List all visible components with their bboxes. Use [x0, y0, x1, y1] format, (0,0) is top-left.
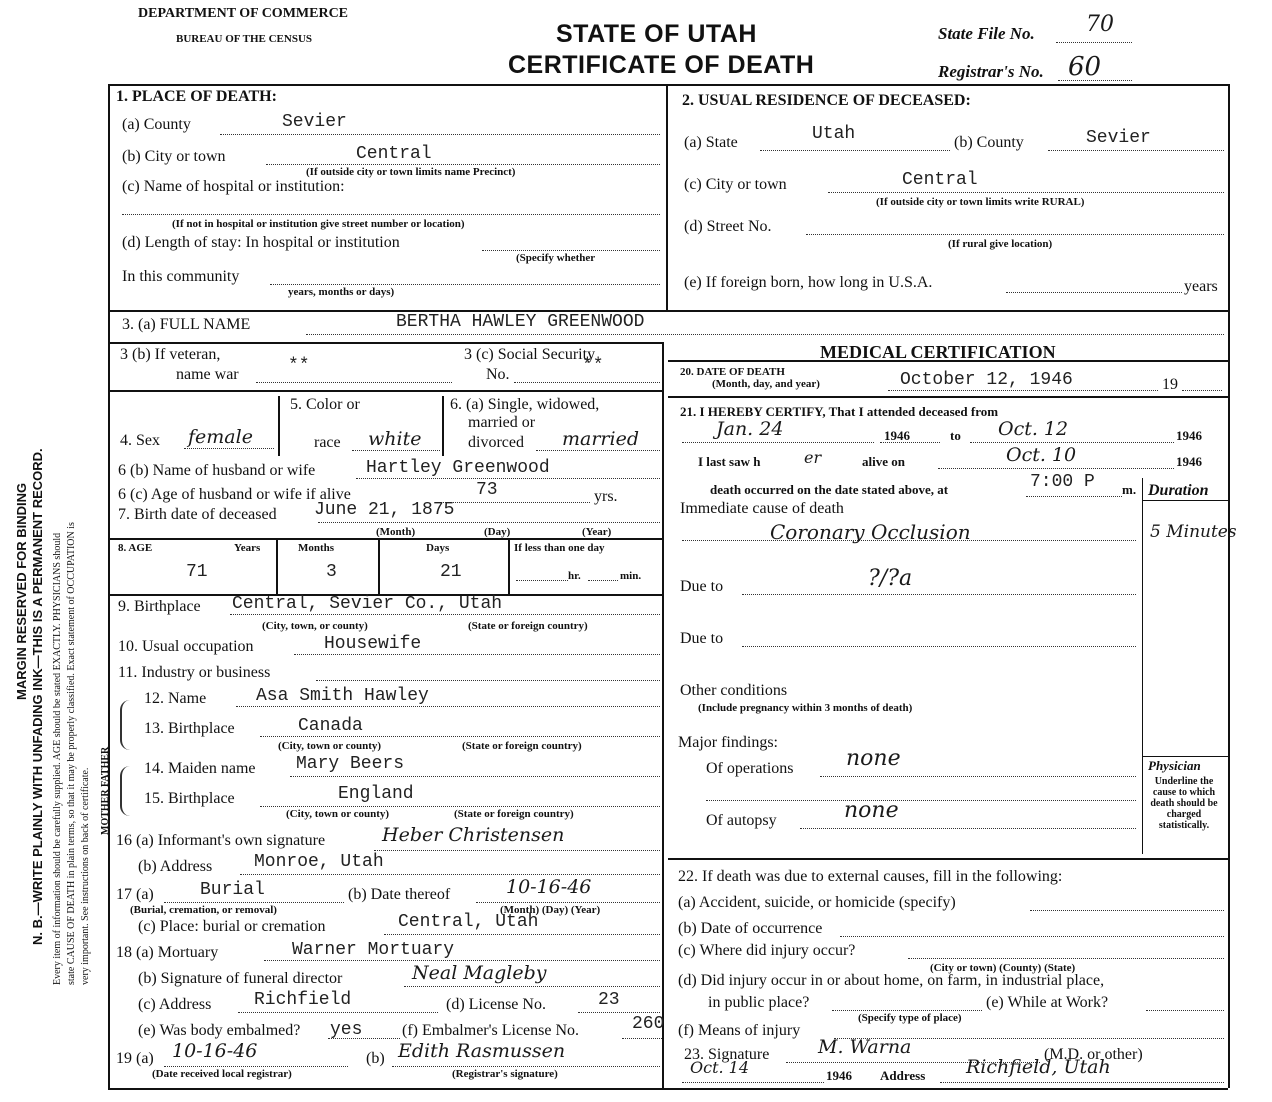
burial-place-value: Central, Utah [398, 912, 539, 932]
dod-19-suffix: 19 [1162, 376, 1178, 393]
immediate-cause-value: Coronary Occlusion [770, 520, 971, 544]
title-state: STATE OF UTAH [556, 20, 757, 48]
mortuary-label: 18 (a) Mortuary [116, 944, 219, 961]
autopsy-label: Of autopsy [706, 812, 777, 829]
dod-value: October 12, 1946 [900, 370, 1073, 390]
age-days-value: 21 [440, 562, 462, 582]
registrar-no-label: Registrar's No. [938, 62, 1044, 81]
age-months-value: 3 [326, 562, 337, 582]
last-saw-label: I last saw h [698, 454, 761, 469]
external-c-note: (City or town) (County) (State) [930, 962, 1076, 974]
physician-box-text: Underline the cause to which death should be charged statistically. [1150, 776, 1218, 831]
operations-value: none [846, 746, 901, 771]
birthplace-city-note: (City, town, or county) [262, 620, 368, 632]
received-label: 19 (a) [116, 1050, 154, 1067]
hospital-note: (If not in hospital or institution give street number or location) [172, 218, 465, 230]
res-city-note: (If outside city or town limits write RURAL) [876, 196, 1085, 208]
industry-label: 11. Industry or business [118, 664, 271, 681]
father-birthplace-label: 13. Birthplace [144, 720, 235, 737]
autopsy-value: none [844, 798, 899, 823]
burial-date-label: (b) Date thereof [348, 886, 451, 903]
department-label: DEPARTMENT OF COMMERCE [138, 6, 349, 21]
father-name-value: Asa Smith Hawley [256, 686, 429, 706]
m-label: m. [1122, 482, 1137, 497]
external-d-label: (d) Did injury occur in or about home, on farm, in industrial place, [678, 972, 1105, 989]
informant-address-value: Monroe, Utah [254, 852, 384, 872]
res-street-note: (If rural give location) [948, 238, 1053, 250]
veteran-war-label: name war [176, 366, 239, 383]
birthplace-state-note: (State or foreign country) [468, 620, 588, 632]
certify-label: 21. I HEREBY CERTIFY, That I attended deceased from [680, 404, 999, 419]
birthplace-label: 9. Birthplace [118, 598, 201, 615]
state-file-label: State File No. [938, 24, 1035, 43]
marital-value: married [562, 428, 639, 450]
received-note: (Date received local registrar) [152, 1068, 292, 1080]
license-value: 23 [598, 990, 620, 1010]
margin-ink-note: N. B.—WRITE PLAINLY WITH UNFADING INK—THIS IS A PERMANENT RECORD. [30, 448, 45, 945]
death-city-value: Central [356, 144, 432, 164]
ssn-no-label: No. [486, 366, 510, 383]
days-label: Days [426, 542, 450, 554]
death-time-value: 7:00 P [1030, 472, 1095, 492]
stay-label: (d) Length of stay: In hospital or institution [122, 234, 400, 251]
embalmed-label: (e) Was body embalmed? [138, 1022, 301, 1039]
spouse-age-label: 6 (c) Age of husband or wife if alive [118, 486, 351, 503]
community-label: In this community [122, 268, 240, 285]
marital-label-3: divorced [468, 434, 524, 451]
director-signature: Neal Magleby [412, 962, 547, 984]
md-label: (M.D. or other) [1044, 1046, 1143, 1063]
duration-label: Duration [1148, 482, 1209, 499]
father-city-note: (City, town or county) [278, 740, 382, 752]
other-conditions-note: (Include pregnancy within 3 months of death) [698, 702, 913, 714]
registrar-note: (Registrar's signature) [452, 1068, 558, 1080]
external-heading: 22. If death was due to external causes, fill in the following: [678, 868, 1063, 885]
veteran-value: ** [288, 356, 310, 376]
other-conditions-label: Other conditions [680, 682, 788, 699]
last-saw-value: er [804, 448, 822, 467]
physician-box-title: Physician [1148, 758, 1201, 773]
physician-sig-label: 23. Signature [684, 1046, 770, 1063]
months-label: Months [298, 542, 335, 554]
due-to-1-value: ?/?a [868, 566, 913, 591]
external-a-label: (a) Accident, suicide, or homicide (specify) [678, 894, 956, 911]
death-time-label: death occurred on the date stated above, at [710, 482, 949, 497]
age-label: 8. AGE [118, 542, 153, 554]
res-city-label: (c) City or town [684, 176, 787, 193]
dod-label-1: 20. DATE OF DEATH [680, 366, 785, 378]
mother-maiden-value: Mary Beers [296, 754, 405, 774]
sex-label: 4. Sex [120, 432, 160, 449]
birth-year-note: (Year) [582, 526, 612, 538]
birth-date-label: 7. Birth date of deceased [118, 506, 277, 523]
burial-type-note: (Burial, cremation, or removal) [130, 904, 277, 916]
place-of-death-heading: 1. PLACE OF DEATH: [116, 88, 277, 105]
veteran-label: 3 (b) If veteran, [120, 346, 221, 363]
res-state-value: Utah [812, 124, 856, 144]
father-birthplace-value: Canada [298, 716, 363, 736]
attended-to-value: Oct. 12 [998, 418, 1069, 440]
margin-binding-note: MARGIN RESERVED FOR BINDING [14, 482, 29, 700]
mother-father-label: MOTHER FATHER [100, 746, 111, 835]
director-label: (b) Signature of funeral director [138, 970, 343, 987]
res-state-label: (a) State [684, 134, 738, 151]
physician-address-value: Richfield, Utah [966, 1056, 1111, 1078]
marital-label-2: married or [468, 414, 536, 431]
duration-value: 5 Minutes [1150, 522, 1237, 542]
external-f-label: (f) Means of injury [678, 1022, 801, 1039]
occupation-label: 10. Usual occupation [118, 638, 254, 655]
full-name-value: BERTHA HAWLEY GREENWOOD [396, 312, 645, 332]
due-to-1-label: Due to [680, 578, 724, 595]
title-certificate: CERTIFICATE OF DEATH [508, 51, 815, 79]
embalmed-value: yes [330, 1020, 363, 1040]
external-e-label: (e) While at Work? [986, 994, 1109, 1011]
attended-from-year: 1946 [884, 428, 910, 443]
ssn-label: 3 (c) Social Security [464, 346, 596, 363]
foreign-years-unit: years [1184, 278, 1218, 295]
burial-type-value: Burial [200, 880, 265, 900]
mortuary-value: Warner Mortuary [292, 940, 455, 960]
full-name-label: 3. (a) FULL NAME [122, 316, 251, 333]
external-d-note: (Specify type of place) [858, 1012, 962, 1024]
death-county-value: Sevier [282, 112, 347, 132]
margin-instruction-2: state CAUSE OF DEATH in plain terms, so that it may be properly classified. Exact statement of OCCUPATION is [66, 522, 77, 985]
margin-instruction-3: very important. See instructions on back of certificate. [80, 767, 91, 985]
age-years-value: 71 [186, 562, 208, 582]
burial-place-label: (c) Place: burial or cremation [138, 918, 326, 935]
alive-on-value: Oct. 10 [1006, 444, 1077, 466]
death-city-label: (b) City or town [122, 148, 226, 165]
mother-state-note: (State or foreign country) [454, 808, 574, 820]
embalmer-label: (f) Embalmer's License No. [402, 1022, 580, 1039]
res-street-label: (d) Street No. [684, 218, 772, 235]
less-day-label: If less than one day [514, 542, 605, 554]
community-note: years, months or days) [288, 286, 395, 298]
occupation-value: Housewife [324, 634, 422, 654]
medical-heading: MEDICAL CERTIFICATION [820, 342, 1056, 362]
mother-maiden-label: 14. Maiden name [144, 760, 256, 777]
res-county-label: (b) County [954, 134, 1024, 151]
embalmer-value: 260 [632, 1014, 665, 1034]
alive-on-label: alive on [862, 454, 905, 469]
external-b-label: (b) Date of occurrence [678, 920, 823, 937]
birthplace-value: Central, Sevier Co., Utah [232, 594, 503, 614]
race-value: white [368, 428, 422, 450]
min-label: min. [620, 570, 642, 582]
res-county-value: Sevier [1086, 128, 1151, 148]
birth-day-note: (Day) [484, 526, 511, 538]
death-city-note: (If outside city or town limits name Precinct) [306, 166, 516, 178]
received-date-value: 10-16-46 [172, 1040, 258, 1062]
hr-label: hr. [568, 570, 581, 582]
spouse-age-value: 73 [476, 480, 498, 500]
death-county-label: (a) County [122, 116, 191, 133]
license-label: (d) License No. [446, 996, 546, 1013]
hospital-label: (c) Name of hospital or institution: [122, 178, 345, 195]
registrar-no-value: 60 [1068, 52, 1102, 82]
registrar-signature: Edith Rasmussen [398, 1040, 566, 1062]
race-label: race [314, 434, 341, 451]
years-label: Years [234, 542, 261, 554]
stay-note: (Specify whether [516, 252, 596, 264]
physician-sig-date: Oct. 14 [690, 1058, 750, 1077]
major-findings-label: Major findings: [678, 734, 778, 751]
external-c-label: (c) Where did injury occur? [678, 942, 856, 959]
dod-label-2: (Month, day, and year) [712, 378, 820, 390]
marital-label-1: 6. (a) Single, widowed, [450, 396, 600, 413]
ssn-value: ** [582, 356, 604, 376]
birth-month-note: (Month) [376, 526, 416, 538]
res-city-value: Central [902, 170, 978, 190]
external-d-label-2: in public place? [708, 994, 810, 1011]
spouse-label: 6 (b) Name of husband or wife [118, 462, 316, 479]
physician-address-label: Address [880, 1068, 926, 1083]
state-file-value: 70 [1086, 12, 1114, 37]
mother-birthplace-value: England [338, 784, 414, 804]
informant-sig-label: 16 (a) Informant's own signature [116, 832, 326, 849]
color-label: 5. Color or [290, 396, 360, 413]
due-to-2-label: Due to [680, 630, 724, 647]
mother-city-note: (City, town or county) [286, 808, 390, 820]
bureau-label: BUREAU OF THE CENSUS [176, 33, 313, 45]
registrar-sig-label: (b) [366, 1050, 385, 1067]
operations-label: Of operations [706, 760, 794, 777]
spouse-age-unit: yrs. [594, 488, 618, 505]
informant-signature: Heber Christensen [382, 824, 565, 846]
mortuary-address-value: Richfield [254, 990, 352, 1010]
residence-heading: 2. USUAL RESIDENCE OF DECEASED: [682, 92, 971, 109]
foreign-born-label: (e) If foreign born, how long in U.S.A. [684, 274, 933, 291]
margin-instruction-1: Every item of information should be carefully supplied. AGE should be stated EXACTLY. PHYSICIANS should [52, 532, 63, 985]
burial-date-value: 10-16-46 [506, 876, 592, 898]
to-label: to [950, 428, 961, 443]
physician-signature: M. Warna [818, 1036, 912, 1058]
attended-to-year: 1946 [1176, 428, 1202, 443]
physician-sig-year: 1946 [826, 1068, 852, 1083]
birth-date-value: June 21, 1875 [314, 500, 455, 520]
spouse-value: Hartley Greenwood [366, 458, 550, 478]
alive-on-year: 1946 [1176, 454, 1202, 469]
father-state-note: (State or foreign country) [462, 740, 582, 752]
father-name-label: 12. Name [144, 690, 207, 707]
immediate-cause-label: Immediate cause of death [680, 500, 844, 517]
informant-address-label: (b) Address [138, 858, 213, 875]
sex-value: female [188, 426, 253, 448]
mortuary-address-label: (c) Address [138, 996, 212, 1013]
attended-from-value: Jan. 24 [716, 418, 784, 440]
burial-type-label: 17 (a) [116, 886, 154, 903]
mother-birthplace-label: 15. Birthplace [144, 790, 235, 807]
burial-date-note: (Month) (Day) (Year) [500, 904, 601, 916]
